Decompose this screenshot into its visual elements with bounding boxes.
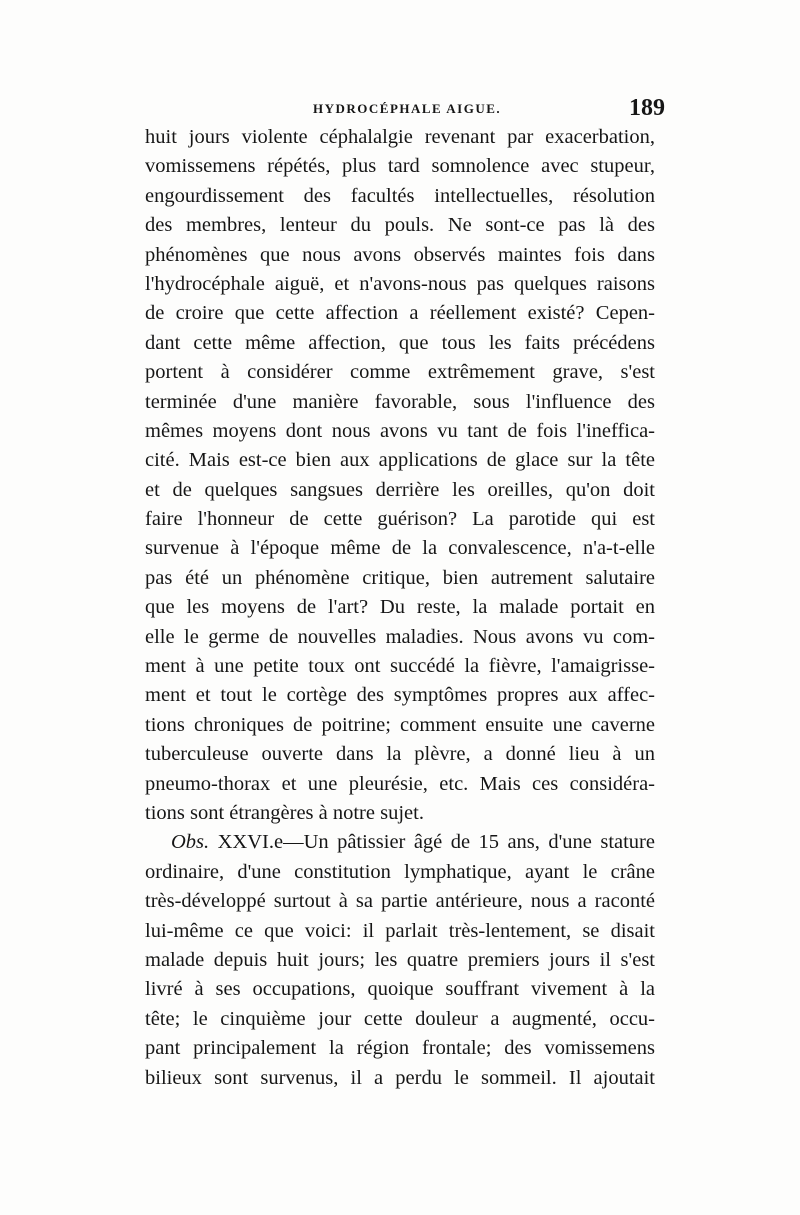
page-number: 189 (629, 95, 665, 121)
text-line: livré à ses occupations, quoique souffrant vivement à la (145, 978, 655, 1001)
running-head (145, 97, 665, 121)
observation-heading-line (145, 828, 655, 857)
text-line: tête; le cinquième jour cette douleur a augmenté, occu- (145, 1007, 655, 1030)
text-line: terminée d'une manière favorable, sous l'influence des (145, 390, 655, 413)
text-line: portent à considérer comme extrêmement grave, s'est (145, 361, 655, 384)
text-line: que les moyens de l'art? Du reste, la malade portait en (145, 596, 655, 619)
text-line: cité. Mais est-ce bien aux applications de glace sur la tête (145, 449, 655, 472)
text-line: de croire que cette affection a réellement existé? Cepen- (145, 302, 655, 325)
text-line: mêmes moyens dont nous avons vu tant de fois l'ineffica- (145, 419, 655, 442)
text-line: et de quelques sangsues derrière les oreilles, qu'on doit (145, 478, 655, 501)
text-line: faire l'honneur de cette guérison? La parotide qui est (145, 508, 655, 531)
observation-label: Obs. (171, 831, 218, 854)
text-line: pant principalement la région frontale; des vomissemens (145, 1037, 655, 1060)
text-line: bilieux sont survenus, il a perdu le sommeil. Il ajoutait (145, 1066, 655, 1089)
text-line: ordinaire, d'une constitution lymphatique, ayant le crâne (145, 860, 655, 883)
text-line: pneumo-thorax et une pleurésie, etc. Mais ces considéra- (145, 772, 655, 795)
text-line: ment et tout le cortège des symptômes propres aux affec- (145, 684, 655, 707)
text-line: pas été un phénomène critique, bien autrement salutaire (145, 566, 655, 589)
body-text (145, 123, 655, 1093)
text-line: elle le germe de nouvelles maladies. Nous avons vu com- (145, 625, 655, 648)
text-line: huit jours violente céphalalgie revenant par exacerbation, (145, 126, 655, 148)
text-line: tuberculeuse ouverte dans la plèvre, a donné lieu à un (145, 743, 655, 766)
text-line: ment à une petite toux ont succédé la fièvre, l'amaigrisse- (145, 655, 655, 678)
text-line: survenue à l'époque même de la convalescence, n'a-t-elle (145, 537, 655, 560)
text-line: tions chroniques de poitrine; comment ensuite une caverne (145, 713, 655, 736)
text-line: vomissemens répétés, plus tard somnolence avec stupeur, (145, 155, 655, 178)
text-line: engourdissement des facultés intellectuelles, résolution (145, 184, 655, 207)
text-line: lui-même ce que voici: il parlait très-lentement, se disait (145, 919, 655, 942)
text-line: malade depuis huit jours; les quatre premiers jours il s'est (145, 948, 655, 971)
text-line: phénomènes que nous avons observés maintes fois dans (145, 243, 655, 266)
observation-first-line: XXVI.e—Un pâtissier âgé de 15 ans, d'une stature (217, 831, 655, 854)
text-line: dant cette même affection, que tous les faits précédens (145, 331, 655, 354)
text-line: l'hydrocéphale aiguë, et n'avons-nous pas quelques raisons (145, 272, 655, 295)
text-line: tions sont étrangères à notre sujet. (145, 801, 424, 824)
text-line: des membres, lenteur du pouls. Ne sont-ce pas là des (145, 214, 655, 237)
running-title: HYDROCÉPHALE AIGUE. (313, 101, 502, 116)
text-line: très-développé surtout à sa partie antérieure, nous a raconté (145, 890, 655, 913)
